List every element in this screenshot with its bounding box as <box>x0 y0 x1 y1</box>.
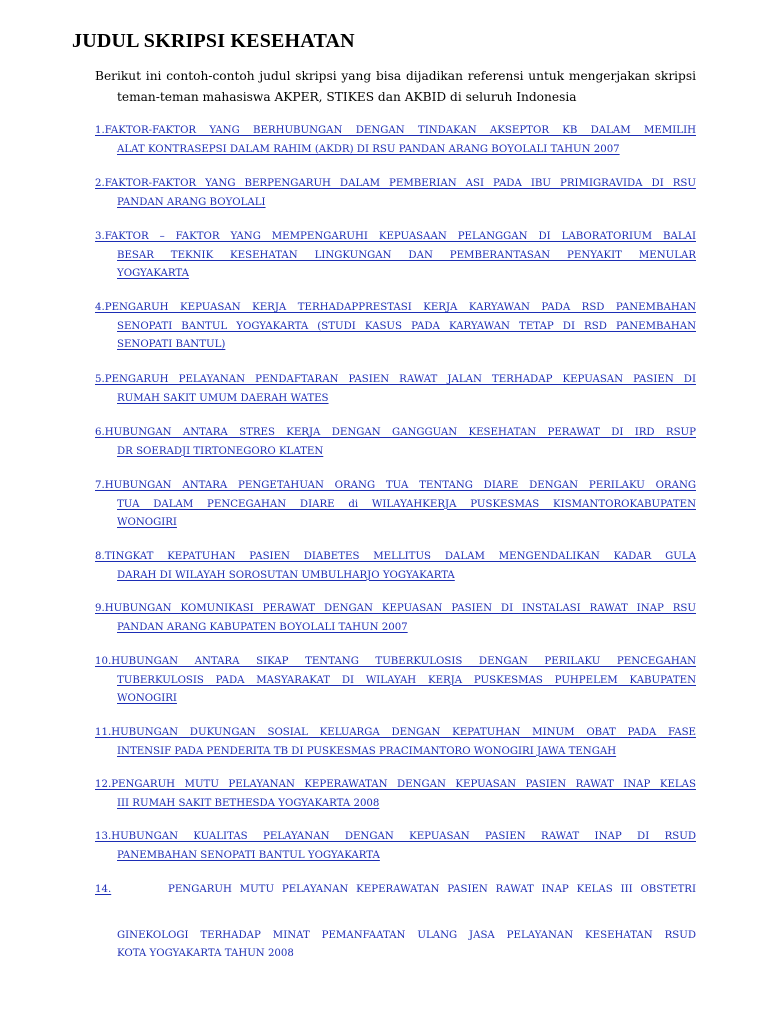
intro-line-1: Berikut ini contoh-contoh judul skripsi yang bisa dijadikan referensi untuk mengerjakan skripsi <box>95 69 696 83</box>
thesis-link-line: 4.PENGARUH KEPUASAN KERJA TERHADAPPRESTASI KERJA KARYAWAN PADA RSD PANEMBAHAN <box>95 302 696 313</box>
thesis-link-line: DARAH DI WILAYAH SOROSUTAN UMBULHARJO YOGYAKARTA <box>117 569 455 581</box>
page-title: JUDUL SKRIPSI KESEHATAN <box>72 30 355 52</box>
thesis-link-13[interactable] <box>95 828 696 865</box>
thesis-link-14[interactable] <box>95 881 696 967</box>
thesis-link-7[interactable] <box>95 477 696 533</box>
thesis-link-line: WONOGIRI <box>117 693 177 705</box>
thesis-link-line: PANDAN ARANG BOYOLALI <box>117 196 266 208</box>
thesis-link-line: 6.HUBUNGAN ANTARA STRES KERJA DENGAN GANGGUAN KESEHATAN PERAWAT DI IRD RSUP <box>95 427 696 438</box>
thesis-link-line: 12.PENGARUH MUTU PELAYANAN KEPERAWATAN DENGAN KEPUASAN PASIEN RAWAT INAP KELAS <box>95 779 696 790</box>
thesis-link-line: ALAT KONTRASEPSI DALAM RAHIM (AKDR) DI RSU PANDAN ARANG BOYOLALI TAHUN 2007 <box>117 143 620 155</box>
thesis-link-number: 14. <box>95 884 112 895</box>
thesis-link-line: KOTA YOGYAKARTA TAHUN 2008 <box>117 948 294 959</box>
thesis-link-6[interactable] <box>95 424 696 461</box>
thesis-link-line: RUMAH SAKIT UMUM DAERAH WATES <box>117 392 329 404</box>
thesis-link-line: 7.HUBUNGAN ANTARA PENGETAHUAN ORANG TUA TENTANG DIARE DENGAN PERILAKU ORANG <box>95 480 696 491</box>
thesis-link-line: BESAR TEKNIK KESEHATAN LINGKUNGAN DAN PEMBERANTASAN PENYAKIT MENULAR <box>117 249 696 261</box>
thesis-link-line: 8.TINGKAT KEPATUHAN PASIEN DIABETES MELLITUS DALAM MENGENDALIKAN KADAR GULA <box>95 551 696 562</box>
thesis-link-line: III RUMAH SAKIT BETHESDA YOGYAKARTA 2008 <box>117 797 380 809</box>
thesis-link-line: 3.FAKTOR – FAKTOR YANG MEMPENGARUHI KEPUASAAN PELANGGAN DI LABORATORIUM BALAI <box>95 231 696 242</box>
thesis-link-3[interactable] <box>95 228 696 284</box>
thesis-link-line: PENGARUH MUTU PELAYANAN KEPERAWATAN PASIEN RAWAT INAP KELAS III OBSTETRI <box>168 884 696 895</box>
thesis-link-11[interactable] <box>95 724 696 761</box>
thesis-link-line: TUBERKULOSIS PADA MASYARAKAT DI WILAYAH KERJA PUSKESMAS PUHPELEM KABUPATEN <box>117 674 696 686</box>
thesis-link-line: 5.PENGARUH PELAYANAN PENDAFTARAN PASIEN RAWAT JALAN TERHADAP KEPUASAN PASIEN DI <box>95 374 696 385</box>
intro-line-2: teman-teman mahasiswa AKPER, STIKES dan AKBID di seluruh Indonesia <box>117 90 577 104</box>
thesis-link-line: SENOPATI BANTUL YOGYAKARTA (STUDI KASUS PADA KARYAWAN TETAP DI RSD PANEMBAHAN <box>117 320 696 332</box>
thesis-link-line: YOGYAKARTA <box>117 268 189 280</box>
thesis-link-4[interactable] <box>95 299 696 355</box>
thesis-link-line: WONOGIRI <box>117 517 177 529</box>
thesis-link-line: 10.HUBUNGAN ANTARA SIKAP TENTANG TUBERKULOSIS DENGAN PERILAKU PENCEGAHAN <box>95 656 696 667</box>
thesis-link-8[interactable] <box>95 548 696 585</box>
thesis-link-5[interactable] <box>95 371 696 408</box>
thesis-link-10[interactable] <box>95 653 696 709</box>
thesis-link-line: 1.FAKTOR-FAKTOR YANG BERHUBUNGAN DENGAN TINDAKAN AKSEPTOR KB DALAM MEMILIH <box>95 125 696 136</box>
thesis-link-line: SENOPATI BANTUL) <box>117 339 226 351</box>
thesis-link-line: 9.HUBUNGAN KOMUNIKASI PERAWAT DENGAN KEPUASAN PASIEN DI INSTALASI RAWAT INAP RSU <box>95 603 696 614</box>
thesis-link-line: DR SOERADJI TIRTONEGORO KLATEN <box>117 445 324 457</box>
thesis-link-line: GINEKOLOGI TERHADAP MINAT PEMANFAATAN ULANG JASA PELAYANAN KESEHATAN RSUD <box>117 930 696 941</box>
thesis-link-9[interactable] <box>95 600 696 637</box>
thesis-link-line: TUA DALAM PENCEGAHAN DIARE di WILAYAHKERJA PUSKESMAS KISMANTOROKABUPATEN <box>117 498 696 510</box>
thesis-link-12[interactable] <box>95 776 696 813</box>
thesis-link-line: PANDAN ARANG KABUPATEN BOYOLALI TAHUN 2007 <box>117 621 408 633</box>
thesis-link-2[interactable] <box>95 175 696 212</box>
thesis-link-line: PANEMBAHAN SENOPATI BANTUL YOGYAKARTA <box>117 849 380 861</box>
intro-paragraph <box>95 66 696 108</box>
thesis-link-1[interactable] <box>95 122 696 159</box>
thesis-link-line: 2.FAKTOR-FAKTOR YANG BERPENGARUH DALAM PEMBERIAN ASI PADA IBU PRIMIGRAVIDA DI RSU <box>95 178 696 189</box>
thesis-link-line: 13.HUBUNGAN KUALITAS PELAYANAN DENGAN KEPUASAN PASIEN RAWAT INAP DI RSUD <box>95 831 696 842</box>
thesis-link-line: INTENSIF PADA PENDERITA TB DI PUSKESMAS PRACIMANTORO WONOGIRI JAWA TENGAH <box>117 745 617 757</box>
thesis-link-line: 11.HUBUNGAN DUKUNGAN SOSIAL KELUARGA DENGAN KEPATUHAN MINUM OBAT PADA FASE <box>95 727 696 738</box>
